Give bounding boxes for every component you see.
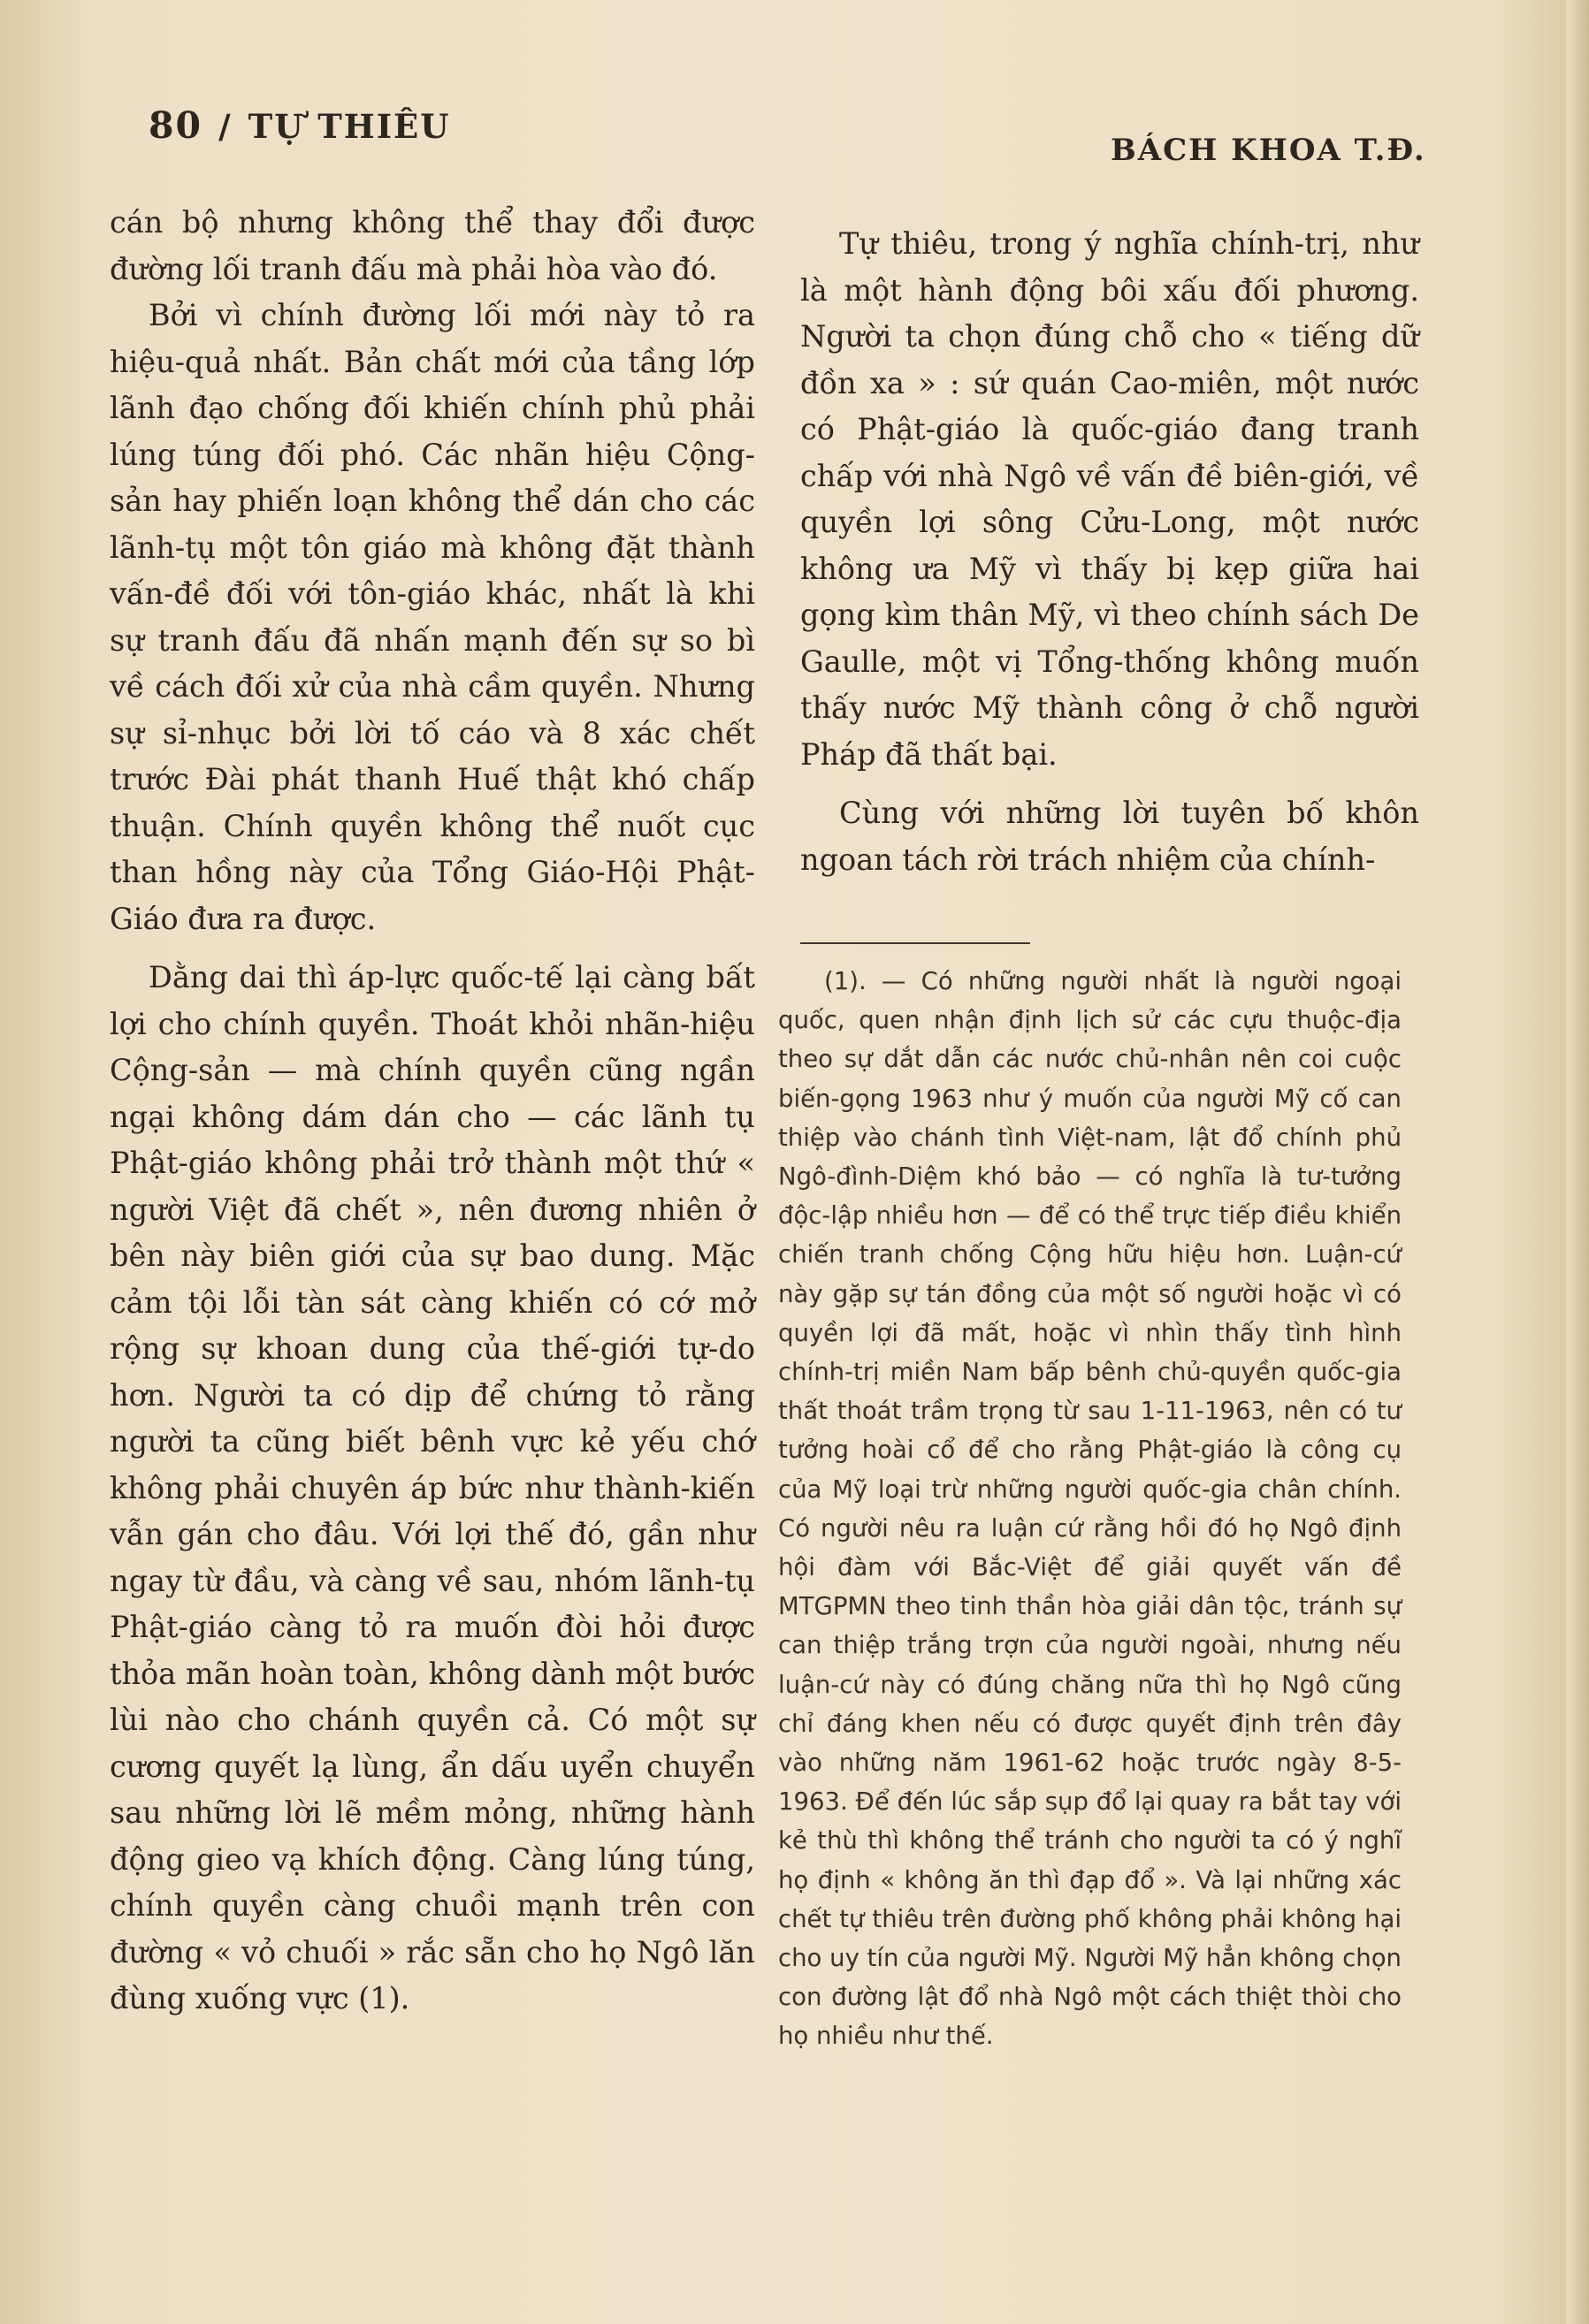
left-paragraph-1: cán bộ nhưng không thể thay đổi được đường lối tranh đấu mà phải hòa vào đó. [110, 205, 755, 286]
right-column [800, 221, 1419, 883]
left-paragraph-2: Bởi vì chính đường lối mới này tỏ ra hiệu-quả nhất. Bản chất mới của tầng lớp lãnh đạo chống đối khiến chính phủ phải lúng túng đối phó. Các nhãn hiệu Cộng-sản hay phiến loạn không thể dán cho các lãnh-tụ một tôn giáo mà không đặt thành vấn-đề đối với tôn-giáo khác, nhất là khi sự tranh đấu đã nhấn mạnh đến sự so bì về cách đối xử của nhà cầm quyền. Nhưng sự sỉ-nhục bởi lời tố cáo và 8 xác chết trước Đài phát thanh Huế thật khó chấp thuận. Chính quyền không thể nuốt cục than hồng này của Tổng Giáo-Hội Phật-Giáo đưa ra được. [110, 298, 755, 936]
publication-title: BÁCH KHOA T.Đ. [1111, 133, 1426, 168]
footnote [778, 962, 1402, 2056]
footnote-text: (1). — Có những người nhất là người ngoại quốc, quen nhận định lịch sử các cựu thuộc-địa theo sự dắt dẫn các nước chủ-nhân nên coi cuộc biến-gọng 1963 như ý muốn của người Mỹ cố can thiệp vào chánh tình Việt-nam, lật đổ chính phủ Ngô-đình-Diệm khó bảo — có nghĩa là tư-tưởng độc-lập nhiều hơn — để có thể trực tiếp điều khiển chiến tranh chống Cộng hữu hiệu hơn. Luận-cứ này gặp sự tán đồng của một số người hoặc vì có quyền lợi đã mất, hoặc vì nhìn thấy tình hình chính-trị miền Nam bấp bênh chủ-quyền quốc-gia thất thoát trầm trọng từ sau 1-11-1963, nên có tư tưởng hoài cổ để cho rằng Phật-giáo là công cụ của Mỹ loại trừ những người quốc-gia chân chính. Có người nêu ra luận cứ rằng hồi đó họ Ngô định hội đàm với Bắc-Việt để giải quyết vấn đề MTGPMN theo tinh thần hòa giải dân tộc, tránh sự can thiệp trắng trợn của người ngoài, nhưng nếu luận-cứ này có đúng chăng nữa thì họ Ngô cũng chỉ đáng khen nếu có được quyết định trên đây vào những năm 1961-62 hoặc trước ngày 8-5-1963. Để đến lúc sắp sụp đổ lại quay ra bắt tay với kẻ thù thì không thể tránh cho người ta có ý nghĩ họ định « không ăn thì đạp đổ ». Và lại những xác chết tự thiêu trên đường phố không phải không hại cho uy tín của người Mỹ. Người Mỹ hẳn không chọn con đường lật đổ nhà Ngô một cách thiệt thòi cho họ nhiều như thế. [778, 967, 1402, 2051]
page-edge-shadow [1566, 0, 1589, 2324]
running-header-left [149, 104, 451, 147]
left-column [110, 200, 755, 2023]
right-paragraph-2: Cùng với những lời tuyên bố khôn ngoan tách rời trách nhiệm của chính- [800, 796, 1419, 877]
right-paragraph-1: Tự thiêu, trong ý nghĩa chính-trị, như là một hành động bôi xấu đối phương. Người ta chọn đúng chỗ cho « tiếng dữ đồn xa » : sứ quán Cao-miên, một nước có Phật-giáo là quốc-giáo đang tranh chấp với nhà Ngô về vấn đề biên-giới, về quyền lợi sông Cửu-Long, một nước không ưa Mỹ vì thấy bị kẹp giữa hai gọng kìm thân Mỹ, vì theo chính sách De Gaulle, một vị Tổng-thống không muốn thấy nước Mỹ thành công ở chỗ người Pháp đã thất bại. [800, 226, 1419, 772]
section-title: TỰ THIÊU [248, 107, 451, 146]
header-separator: / [218, 107, 233, 146]
page-number: 80 [149, 104, 203, 147]
left-paragraph-3: Dằng dai thì áp-lực quốc-tế lại càng bất lợi cho chính quyền. Thoát khỏi nhãn-hiệu Cộng-sản — mà chính quyền cũng ngần ngại không dám dán cho — các lãnh tụ Phật-giáo không phải trở thành một thứ « người Việt đã chết », nên đương nhiên ở bên này biên giới của sự bao dung. Mặc cảm tội lỗi tàn sát càng khiến có cớ mở rộng sự khoan dung của thế-giới tự-do hơn. Người ta có dịp để chứng tỏ rằng người ta cũng biết bênh vực kẻ yếu chớ không phải chuyên áp bức như thành-kiến vẫn gán cho đâu. Với lợi thế đó, gần như ngay từ đầu, và càng về sau, nhóm lãnh-tụ Phật-giáo càng tỏ ra muốn đòi hỏi được thỏa mãn hoàn toàn, không dành một bước lùi nào cho chánh quyền cả. Có một sự cương quyết lạ lùng, ẩn dấu uyển chuyển sau những lời lẽ mềm mỏng, những hành động gieo vạ khích động. Càng lúng túng, chính quyền càng chuồi mạnh trên con đường « vỏ chuối » rắc sẵn cho họ Ngô lăn đùng xuống vực (1). [110, 960, 755, 2015]
footnote-divider [800, 942, 1030, 944]
